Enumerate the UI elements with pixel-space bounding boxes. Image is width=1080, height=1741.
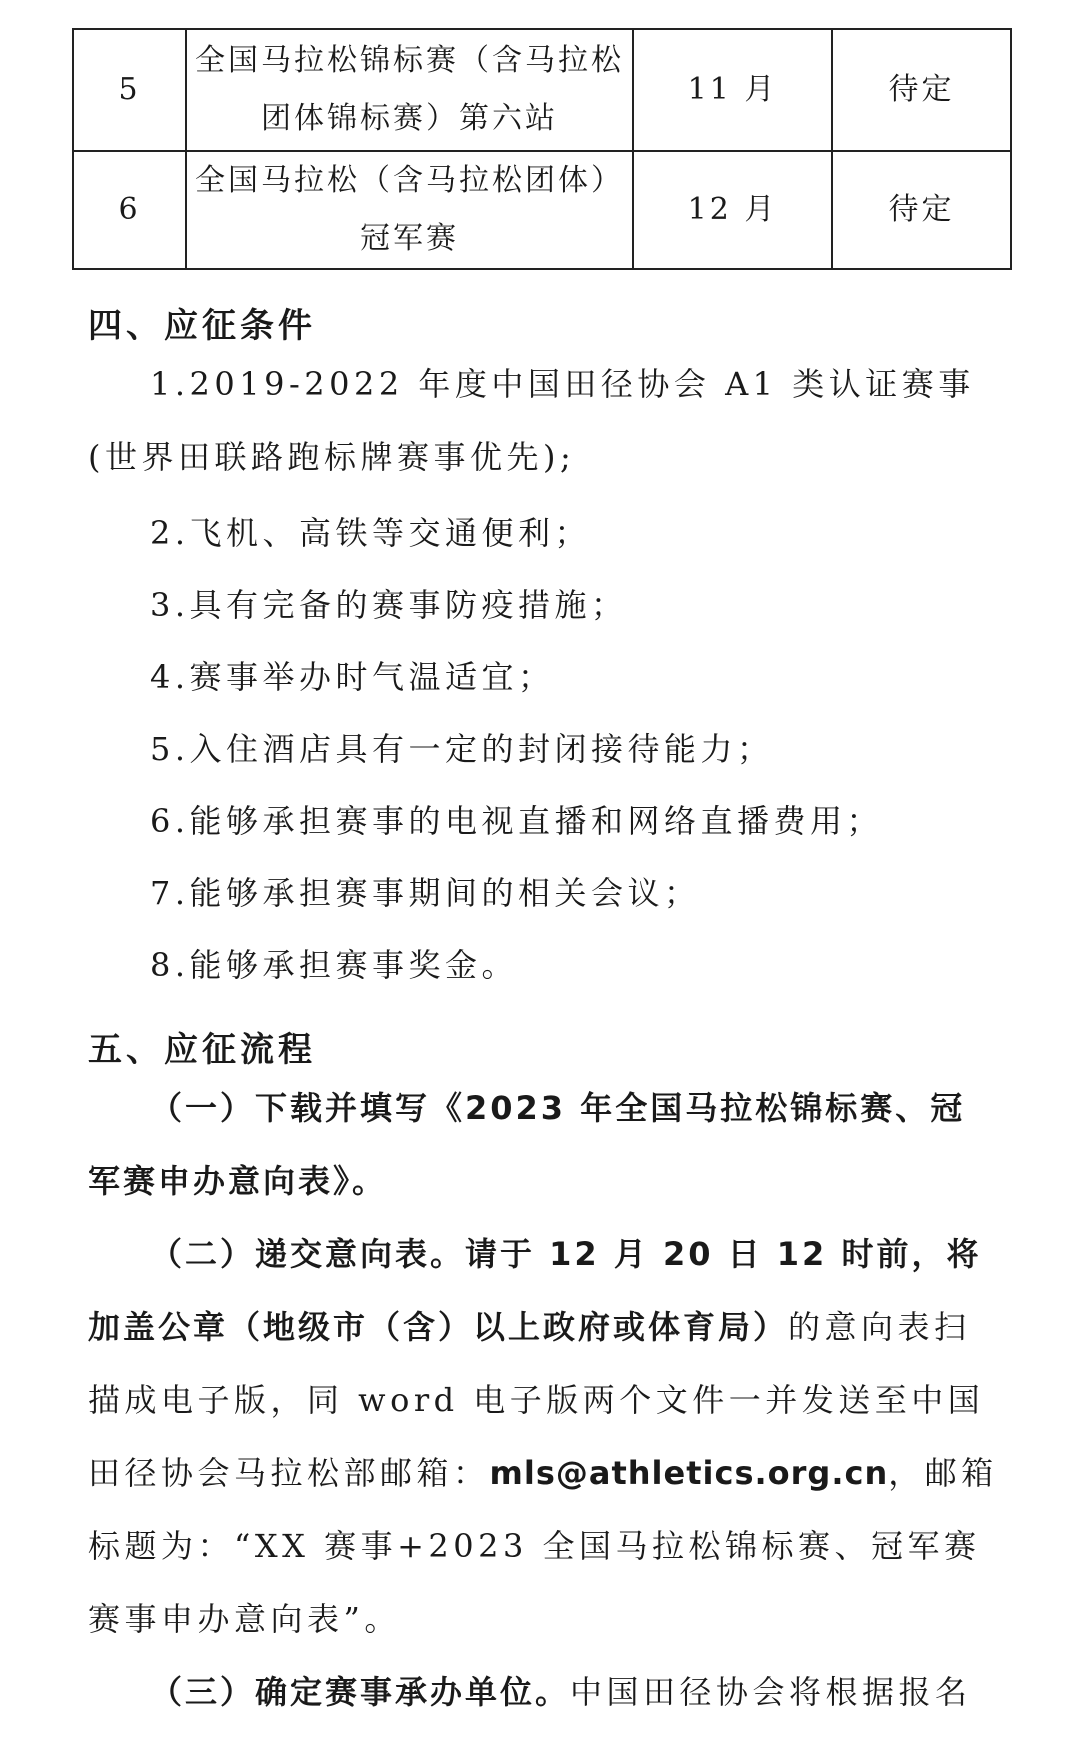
event-status: 待定 [832, 29, 1011, 151]
requirement-item-5: 5.入住酒店具有一定的封闭接待能力； [150, 730, 774, 768]
event-name-line: 冠军赛 [360, 221, 459, 256]
process-step-1: （一）下载并填写《2023 年全国马拉松锦标赛、冠军赛申办意向表》。 [88, 1089, 966, 1200]
event-name-line: 全国马拉松锦标赛（含马拉松 [195, 43, 624, 78]
requirement-item-3: 3.具有完备的赛事防疫措施； [150, 586, 628, 624]
event-name [186, 151, 633, 269]
event-month: 11 月 [633, 29, 832, 151]
requirement-item-1: 1.2019-2022 年度中国田径协会 A1 类认证赛事(世界田联路跑标牌赛事优先); [88, 365, 975, 476]
requirement-item-7: 7.能够承担赛事期间的相关会议； [150, 874, 701, 912]
table-row [73, 29, 1011, 151]
events-table [72, 28, 1012, 270]
event-name-line: 团体锦标赛）第六站 [261, 101, 558, 136]
row-number: 5 [73, 29, 186, 151]
process-step-2-text: 的意向表扫描成电子版，同 word 电子版两个文件一并发送至中国田径协会马拉松部邮箱： [88, 1308, 985, 1492]
section-4-heading: 四、应征条件 [88, 306, 316, 346]
requirement-item-4: 4.赛事举办时气温适宜； [150, 658, 555, 696]
event-status: 待定 [832, 151, 1011, 269]
process-step-2 [88, 1218, 1000, 1656]
process-step-3 [88, 1656, 1000, 1729]
process-step-3-text: 中国田径协会将根据报名 [570, 1673, 972, 1711]
process-step-2-lead: （二）递交意向表。请于 12 月 20 日 12 时前，将加盖公章（地级市（含）以上政府或体育局） [88, 1235, 982, 1346]
requirement-item-2: 2.飞机、高铁等交通便利； [150, 514, 592, 552]
process-step-3-lead: （三）确定赛事承办单位。 [150, 1673, 571, 1711]
row-number: 6 [73, 151, 186, 269]
event-name [186, 29, 633, 151]
event-name-line: 全国马拉松（含马拉松团体） [195, 163, 624, 198]
requirement-item-6: 6.能够承担赛事的电视直播和网络直播费用； [150, 802, 884, 840]
table-row [73, 151, 1011, 269]
section-5-heading: 五、应征流程 [88, 1030, 316, 1070]
event-month: 12 月 [633, 151, 832, 269]
process-step-2-tail: ，邮箱标题为：“XX 赛事+2023 全国马拉松锦标赛、冠军赛赛事申办意向表”。 [88, 1454, 998, 1638]
contact-email: mls@athletics.org.cn [489, 1454, 889, 1492]
requirement-item-8: 8.能够承担赛事奖金。 [150, 946, 519, 984]
